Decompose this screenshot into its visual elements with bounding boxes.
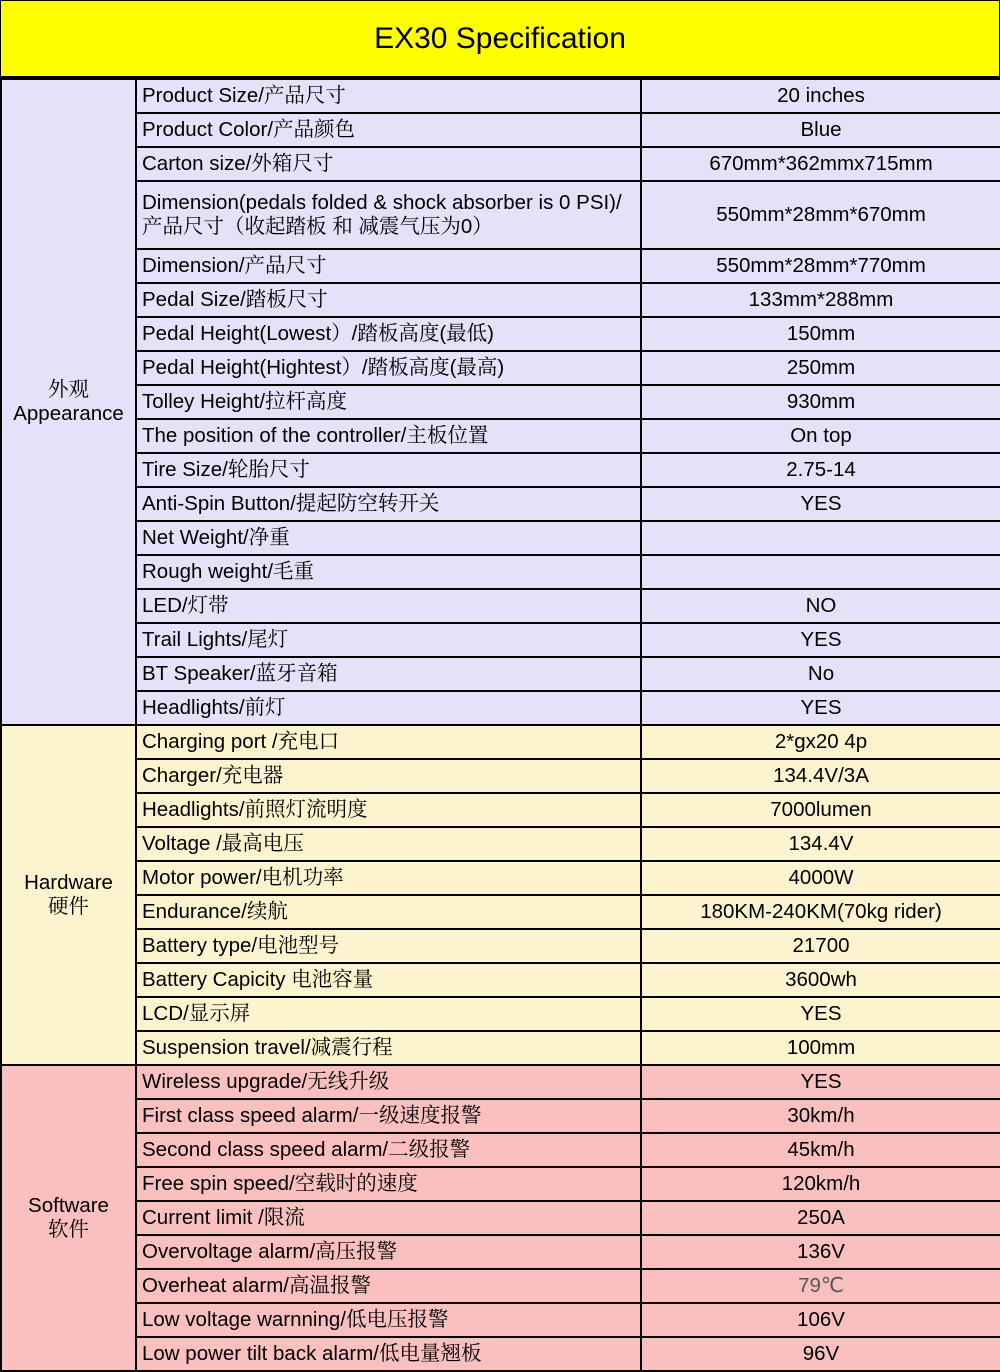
table-row: [1, 1337, 1000, 1371]
table-row: [1, 1235, 1000, 1269]
table-row: [1, 419, 1000, 453]
spec-label: Tire Size/轮胎尺寸: [136, 453, 641, 487]
spec-label: Trail Lights/尾灯: [136, 623, 641, 657]
spec-table-body: [1, 79, 1000, 1371]
section-label-line: Appearance: [13, 402, 124, 425]
spec-label: Headlights/前照灯流明度: [136, 793, 641, 827]
table-row: [1, 113, 1000, 147]
spec-label: Rough weight/毛重: [136, 555, 641, 589]
table-row: [1, 555, 1000, 589]
table-row: [1, 1303, 1000, 1337]
spec-label: Current limit /限流: [136, 1201, 641, 1235]
table-row: [1, 1133, 1000, 1167]
table-row: [1, 1167, 1000, 1201]
table-row: [1, 351, 1000, 385]
spec-value: 21700: [641, 929, 1000, 963]
section-label-software: [1, 1065, 136, 1371]
spec-value: 2.75-14: [641, 453, 1000, 487]
spec-label: Tolley Height/拉杆高度: [136, 385, 641, 419]
table-row: [1, 759, 1000, 793]
spec-value: 20 inches: [641, 79, 1000, 113]
table-row: [1, 1099, 1000, 1133]
table-row: [1, 79, 1000, 113]
spec-value: YES: [641, 997, 1000, 1031]
spec-value: 250mm: [641, 351, 1000, 385]
spec-label: BT Speaker/蓝牙音箱: [136, 657, 641, 691]
spec-value: 45km/h: [641, 1133, 1000, 1167]
table-row: [1, 147, 1000, 181]
table-row: [1, 487, 1000, 521]
spec-value: 96V: [641, 1337, 1000, 1371]
spec-value: 133mm*288mm: [641, 283, 1000, 317]
spec-value: 2*gx20 4p: [641, 725, 1000, 759]
section-label-line: 软件: [48, 1218, 89, 1241]
spec-value: 250A: [641, 1201, 1000, 1235]
table-row: [1, 691, 1000, 725]
spec-label: Wireless upgrade/无线升级: [136, 1065, 641, 1099]
spec-label: The position of the controller/主板位置: [136, 419, 641, 453]
table-row: [1, 963, 1000, 997]
sheet-title: EX30 Specification: [0, 0, 1000, 78]
table-row: [1, 453, 1000, 487]
spec-value: 106V: [641, 1303, 1000, 1337]
spec-value: On top: [641, 419, 1000, 453]
table-row: [1, 895, 1000, 929]
table-row: [1, 657, 1000, 691]
spec-label: Product Color/产品颜色: [136, 113, 641, 147]
section-label-line: 硬件: [48, 895, 89, 918]
spec-value: 120km/h: [641, 1167, 1000, 1201]
spec-value: 670mm*362mmx715mm: [641, 147, 1000, 181]
spec-value: YES: [641, 487, 1000, 521]
spec-label: Charging port /充电口: [136, 725, 641, 759]
spec-value: NO: [641, 589, 1000, 623]
spec-label: Pedal Size/踏板尺寸: [136, 283, 641, 317]
spec-value: No: [641, 657, 1000, 691]
table-row: [1, 283, 1000, 317]
table-row: [1, 181, 1000, 249]
spec-label: First class speed alarm/一级速度报警: [136, 1099, 641, 1133]
spec-label: Low voltage warnning/低电压报警: [136, 1303, 641, 1337]
spec-label: Pedal Height(Lowest）/踏板高度(最低): [136, 317, 641, 351]
table-row: [1, 623, 1000, 657]
spec-label: LCD/显示屏: [136, 997, 641, 1031]
spec-value: Blue: [641, 113, 1000, 147]
table-row: [1, 997, 1000, 1031]
spec-label: Net Weight/净重: [136, 521, 641, 555]
spec-label: Voltage /最高电压: [136, 827, 641, 861]
spec-label: Charger/充电器: [136, 759, 641, 793]
spec-label: Motor power/电机功率: [136, 861, 641, 895]
table-row: [1, 317, 1000, 351]
spec-label: Overheat alarm/高温报警: [136, 1269, 641, 1303]
section-label-line: Hardware: [24, 871, 113, 894]
spec-value: 79℃: [641, 1269, 1000, 1303]
spec-label: Product Size/产品尺寸: [136, 79, 641, 113]
spec-value: [641, 521, 1000, 555]
spec-value: 136V: [641, 1235, 1000, 1269]
spec-value: 930mm: [641, 385, 1000, 419]
table-row: [1, 249, 1000, 283]
spec-value: YES: [641, 623, 1000, 657]
table-row: [1, 385, 1000, 419]
spec-value: YES: [641, 691, 1000, 725]
table-row: [1, 793, 1000, 827]
table-row: [1, 589, 1000, 623]
spec-value: 100mm: [641, 1031, 1000, 1065]
spec-label: Low power tilt back alarm/低电量翘板: [136, 1337, 641, 1371]
spec-label: Overvoltage alarm/高压报警: [136, 1235, 641, 1269]
table-row: [1, 1269, 1000, 1303]
section-label-hardware: [1, 725, 136, 1065]
spec-value: 134.4V: [641, 827, 1000, 861]
spec-value: YES: [641, 1065, 1000, 1099]
table-row: [1, 1065, 1000, 1099]
spec-label: Second class speed alarm/二级报警: [136, 1133, 641, 1167]
spec-value: 4000W: [641, 861, 1000, 895]
spec-value: [641, 555, 1000, 589]
section-label-line: 外观: [48, 378, 89, 401]
spec-label: Endurance/续航: [136, 895, 641, 929]
section-label-appearance: [1, 79, 136, 725]
spec-value: 150mm: [641, 317, 1000, 351]
spec-value: 134.4V/3A: [641, 759, 1000, 793]
spec-label: Battery Capicity 电池容量: [136, 963, 641, 997]
spec-value: 180KM-240KM(70kg rider): [641, 895, 1000, 929]
spec-value: 550mm*28mm*770mm: [641, 249, 1000, 283]
spec-value: 550mm*28mm*670mm: [641, 181, 1000, 249]
section-label-line: Software: [28, 1194, 109, 1217]
spec-label: Dimension/产品尺寸: [136, 249, 641, 283]
spec-label: Anti-Spin Button/提起防空转开关: [136, 487, 641, 521]
spec-label: LED/灯带: [136, 589, 641, 623]
table-row: [1, 929, 1000, 963]
spec-value: 30km/h: [641, 1099, 1000, 1133]
spec-label: Pedal Height(Hightest）/踏板高度(最高): [136, 351, 641, 385]
spec-value: 3600wh: [641, 963, 1000, 997]
spec-label: Dimension(pedals folded & shock absorber is 0 PSI)/产品尺寸（收起踏板 和 减震气压为0）: [136, 181, 641, 249]
table-row: [1, 1031, 1000, 1065]
spec-label: Carton size/外箱尺寸: [136, 147, 641, 181]
spec-label: Free spin speed/空载时的速度: [136, 1167, 641, 1201]
spec-label: Suspension travel/减震行程: [136, 1031, 641, 1065]
spec-table: [0, 78, 1000, 1372]
table-row: [1, 827, 1000, 861]
table-row: [1, 861, 1000, 895]
table-row: [1, 1201, 1000, 1235]
table-row: [1, 521, 1000, 555]
spec-label: Battery type/电池型号: [136, 929, 641, 963]
table-row: [1, 725, 1000, 759]
spec-label: Headlights/前灯: [136, 691, 641, 725]
spec-value: 7000lumen: [641, 793, 1000, 827]
